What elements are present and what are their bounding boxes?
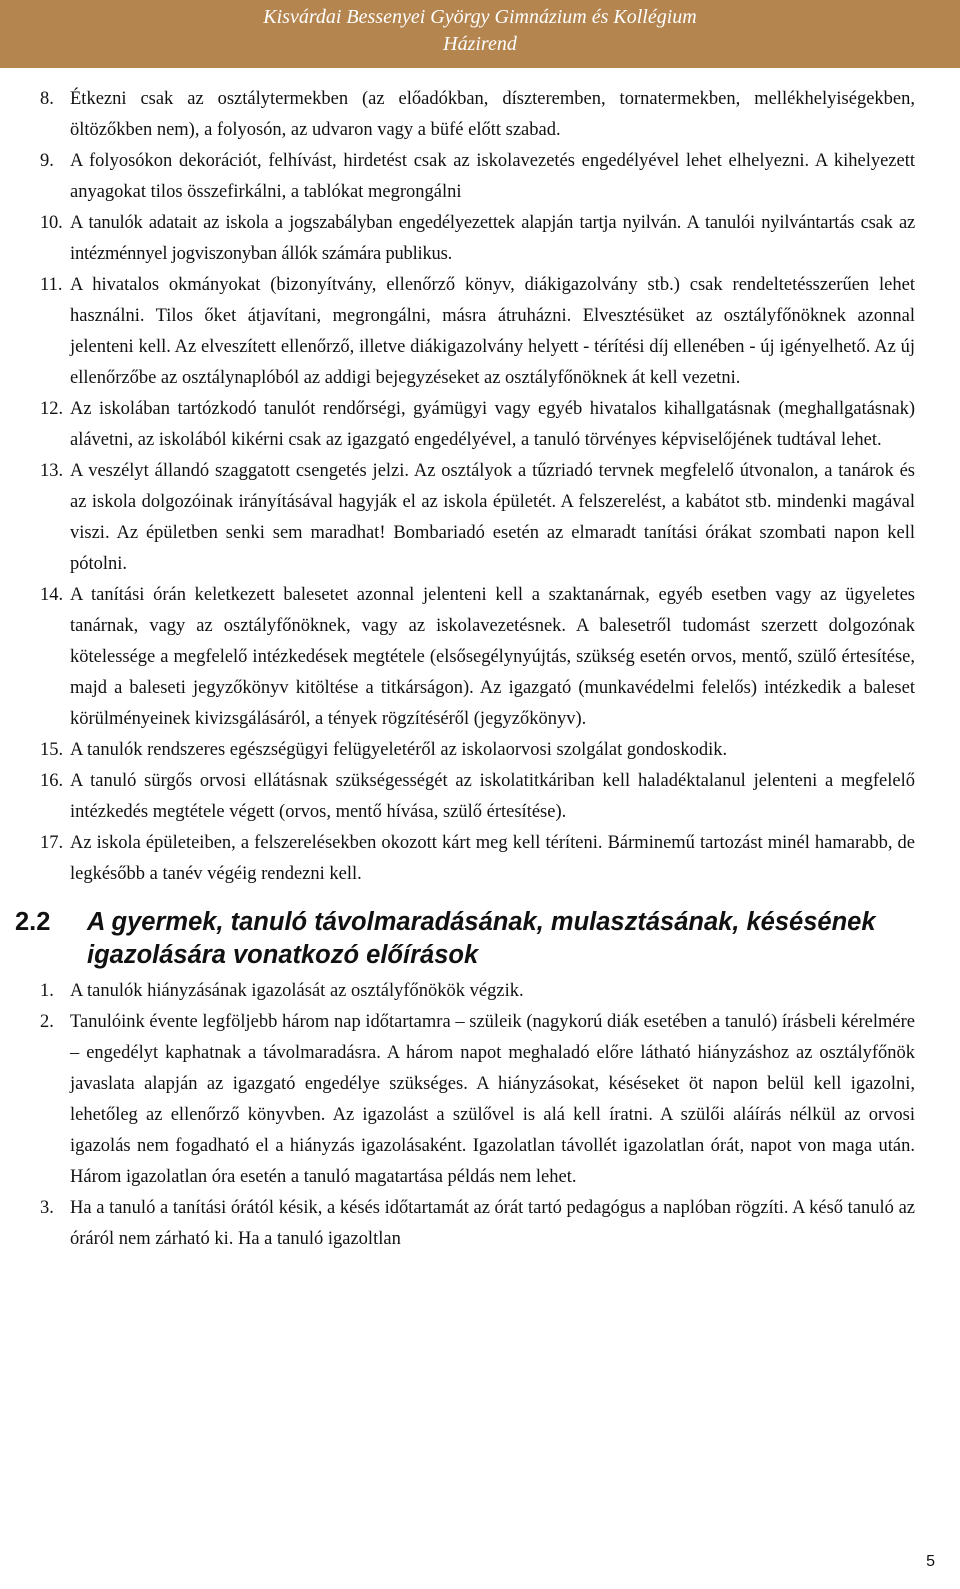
list-item-13 bbox=[40, 456, 915, 580]
section-list-item-1 bbox=[40, 976, 915, 1007]
item-text: A folyosókon dekorációt, felhívást, hirdetést csak az iskolavezetés engedélyével lehet elhelyezni. A kihelyezett anyagokat tilos összefirkálni, a tablókat megrongálni bbox=[70, 151, 915, 202]
list-item-16 bbox=[40, 766, 915, 828]
item-text: A tanulók rendszeres egészségügyi felügyeletéről az iskolaorvosi szolgálat gondoskodik. bbox=[70, 740, 728, 760]
item-number: 3. bbox=[40, 1198, 54, 1218]
list-item-14 bbox=[40, 580, 915, 735]
page-header bbox=[0, 0, 960, 68]
section-heading bbox=[15, 906, 915, 972]
item-number: 14. bbox=[40, 585, 64, 605]
item-number: 2. bbox=[40, 1012, 54, 1032]
list-item-9 bbox=[40, 146, 915, 208]
item-number: 9. bbox=[40, 151, 54, 171]
page-number: 5 bbox=[926, 1553, 935, 1570]
section-list-item-2 bbox=[40, 1007, 915, 1193]
item-text: A tanítási órán keletkezett balesetet azonnal jelenteni kell a szaktanárnak, egyéb esetben vagy az ügyeletes tanárnak, vagy az osztályfőnöknek, vagy az iskolavezetésnek. A balesetről tudomást szerzett dolgozónak kötelessége a megfelelő intézkedések megtétele (elsősegélynyújtás, szükség esetén orvos, mentő, szülő értesítése, majd a baleseti jegyzőkönyv kitöltése a titkárságon). Az igazgató (munkavédelmi felelős) intézkedik a baleset körülményeinek kivizsgálásáról, a tények rögzítéséről (jegyzőkönyv). bbox=[70, 585, 915, 729]
item-text: Étkezni csak az osztálytermekben (az előadókban, díszteremben, tornatermekben, mellékhelyiségekben, öltözőkben nem), a folyosón, az udvaron vagy a büfé előtt szabad. bbox=[70, 89, 915, 140]
item-number: 13. bbox=[40, 461, 64, 481]
item-text: Az iskola épületeiben, a felszerelésekben okozott kárt meg kell téríteni. Bárminemű tartozást minél hamarabb, de legkésőbb a tanév végéig rendezni kell. bbox=[70, 833, 915, 884]
document-title: Házirend bbox=[443, 33, 517, 55]
item-text: Tanulóink évente legföljebb három nap időtartamra – szüleik (nagykorú diák esetében a tanuló) írásbeli kérelmére – engedélyt kaphatnak a távolmaradásra. A három napot meghaladó előre látható hiányzáshoz az osztályfőnök javaslata alapján az igazgató engedélye szükséges. A hiányzásokat, késéseket öt napon belül kell igazolni, lehetőleg az ellenőrző könyvben. Az igazolást a szülővel is alá kell íratni. A szülői aláírás nélkül az orvosi igazolás nem fogadható el a hiányzás igazolásaként. Igazolatlan távollét igazolatlan órát, napot von maga után. Három igazolatlan óra esetén a tanuló magatartása példás nem lehet. bbox=[70, 1012, 915, 1187]
item-number: 17. bbox=[40, 833, 64, 853]
list-item-11 bbox=[40, 270, 915, 394]
item-number: 1. bbox=[40, 981, 54, 1001]
item-number: 12. bbox=[40, 399, 64, 419]
item-number: 11. bbox=[40, 275, 63, 295]
item-number: 10. bbox=[40, 213, 63, 233]
section-number: 2.2 bbox=[15, 908, 51, 936]
item-text: A hivatalos okmányokat (bizonyítvány, ellenőrző könyv, diákigazolvány stb.) csak rendeltetésszerűen lehet használni. Tilos őket átjavítani, megrongálni, másra átruházni. Elvesztésüket az osztályfőnöknek azonnal jelenteni kell. Az elveszített ellenőrző, illetve diákigazolvány helyett - térítési díj ellenében - új igényelhető. Az új ellenőrzőbe az osztálynaplóból az addigi bejegyzéseket az osztályfőnöknek át kell vezetni. bbox=[70, 275, 915, 388]
list-item-15 bbox=[40, 735, 915, 766]
document-body bbox=[15, 84, 915, 1255]
item-text: Ha a tanuló a tanítási órától késik, a késés időtartamát az órát tartó pedagógus a naplóban rögzíti. A késő tanuló az óráról nem zárható ki. Ha a tanuló igazoltlan bbox=[70, 1198, 915, 1249]
item-text: A veszélyt állandó szaggatott csengetés jelzi. Az osztályok a tűzriadó tervnek megfelelő útvonalon, a tanárok és az iskola dolgozóinak irányításával hagyják el az iskola épületét. A felszerelést, a kabátot stb. mindenki magával viszi. Az épületben senki sem maradhat! Bombariadó esetén az elmaradt tanítási órákat szombati napon kell pótolni. bbox=[70, 461, 915, 574]
item-text: A tanuló sürgős orvosi ellátásnak szükségességét az iskolatitkáriban kell haladéktalanul jelenteni a megfelelő intézkedés megtétele végett (orvos, mentő hívása, szülő értesítése). bbox=[70, 771, 915, 822]
item-text: A tanulók adatait az iskola a jogszabályban engedélyezettek alapján tartja nyilván. A tanulói nyilvántartás csak az intézménnyel jogviszonyban állók számára publikus. bbox=[70, 213, 915, 264]
list-item-12 bbox=[40, 394, 915, 456]
list-item-10 bbox=[40, 208, 915, 270]
item-number: 16. bbox=[40, 771, 64, 791]
item-text: A tanulók hiányzásának igazolását az osztályfőnökök végzik. bbox=[70, 981, 524, 1001]
item-number: 15. bbox=[40, 740, 64, 760]
section-title: A gyermek, tanuló távolmaradásának, mulasztásának, késésének igazolására vonatkozó előírások bbox=[87, 908, 876, 969]
item-number: 8. bbox=[40, 89, 54, 109]
list-item-8 bbox=[40, 84, 915, 146]
school-name: Kisvárdai Bessenyei György Gimnázium és Kollégium bbox=[263, 6, 697, 28]
list-item-17 bbox=[40, 828, 915, 890]
item-text: Az iskolában tartózkodó tanulót rendőrségi, gyámügyi vagy egyéb hivatalos kihallgatásnak (meghallgatásnak) alávetni, az iskolából kikérni csak az igazgató engedélyével, a tanuló törvényes képviselőjének tudtával lehet. bbox=[70, 399, 915, 450]
section-list-item-3 bbox=[40, 1193, 915, 1255]
